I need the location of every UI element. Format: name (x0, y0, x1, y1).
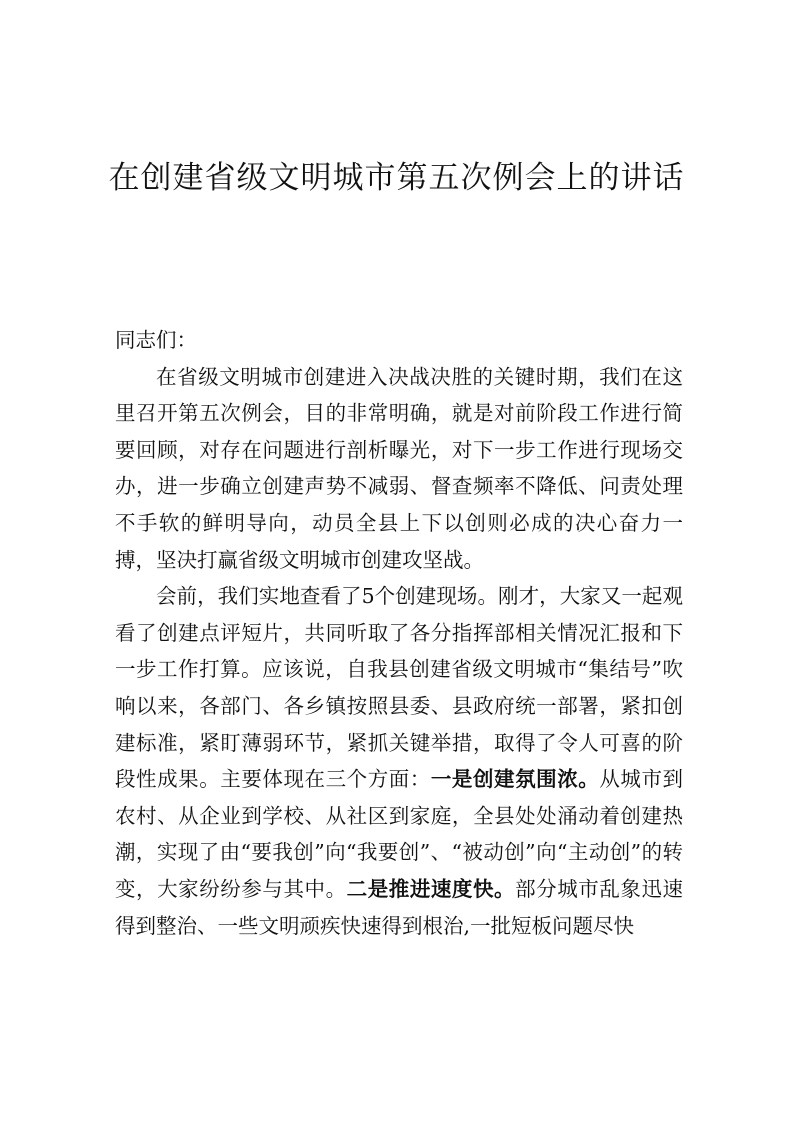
paragraph-text: 部分城市乱象迅速得到整治、一些文明顽疾快速得到根治,一批短板问题尽快 (115, 876, 684, 938)
paragraph-2 (115, 578, 683, 944)
document-body (115, 322, 683, 944)
paragraph-1 (115, 359, 683, 579)
highlight-point-one: 一是创建氛围浓。 (430, 767, 600, 792)
highlight-point-two: 二是推进速度快。 (346, 876, 516, 901)
paragraph-text: 在省级文明城市创建进入决战决胜的关键时期，我们在这里召开第五次例会，目的非常明确，就是对前阶段工作进行简要回顾，对存在问题进行剖析曝光，对下一步工作进行现场交办，进一步确立创建声势不减弱、督查频率不降低、问责处理不手软的鲜明导向，动员全县上下以创则必成的决心奋力一搏，坚决打赢省级文明城市创建攻坚战。 (115, 364, 683, 572)
paragraph-text: 从城市到农村、从企业到学校、从社区到家庭，全县处处涌动着创建热潮，实现了由“要我创”向“我要创”、“被动创”向“主动创”的转变，大家纷纷参与其中。 (115, 767, 684, 901)
salutation: 同志们： (115, 328, 197, 352)
document-title: 在创建省级文明城市第五次例会上的讲话 (108, 160, 685, 196)
paragraph-text: 会前，我们实地查看了5个创建现场。刚才，大家又一起观看了创建点评短片，共同听取了各分指挥部相关情况汇报和下一步工作打算。应该说，自我县创建省级文明城市“集结号”吹响以来，各部门、各乡镇按照县委、县政府统一部署，紧扣创建标准，紧盯薄弱环节，紧抓关键举措，取得了令人可喜的阶段性成果。主要体现在三个方面： (115, 584, 683, 792)
